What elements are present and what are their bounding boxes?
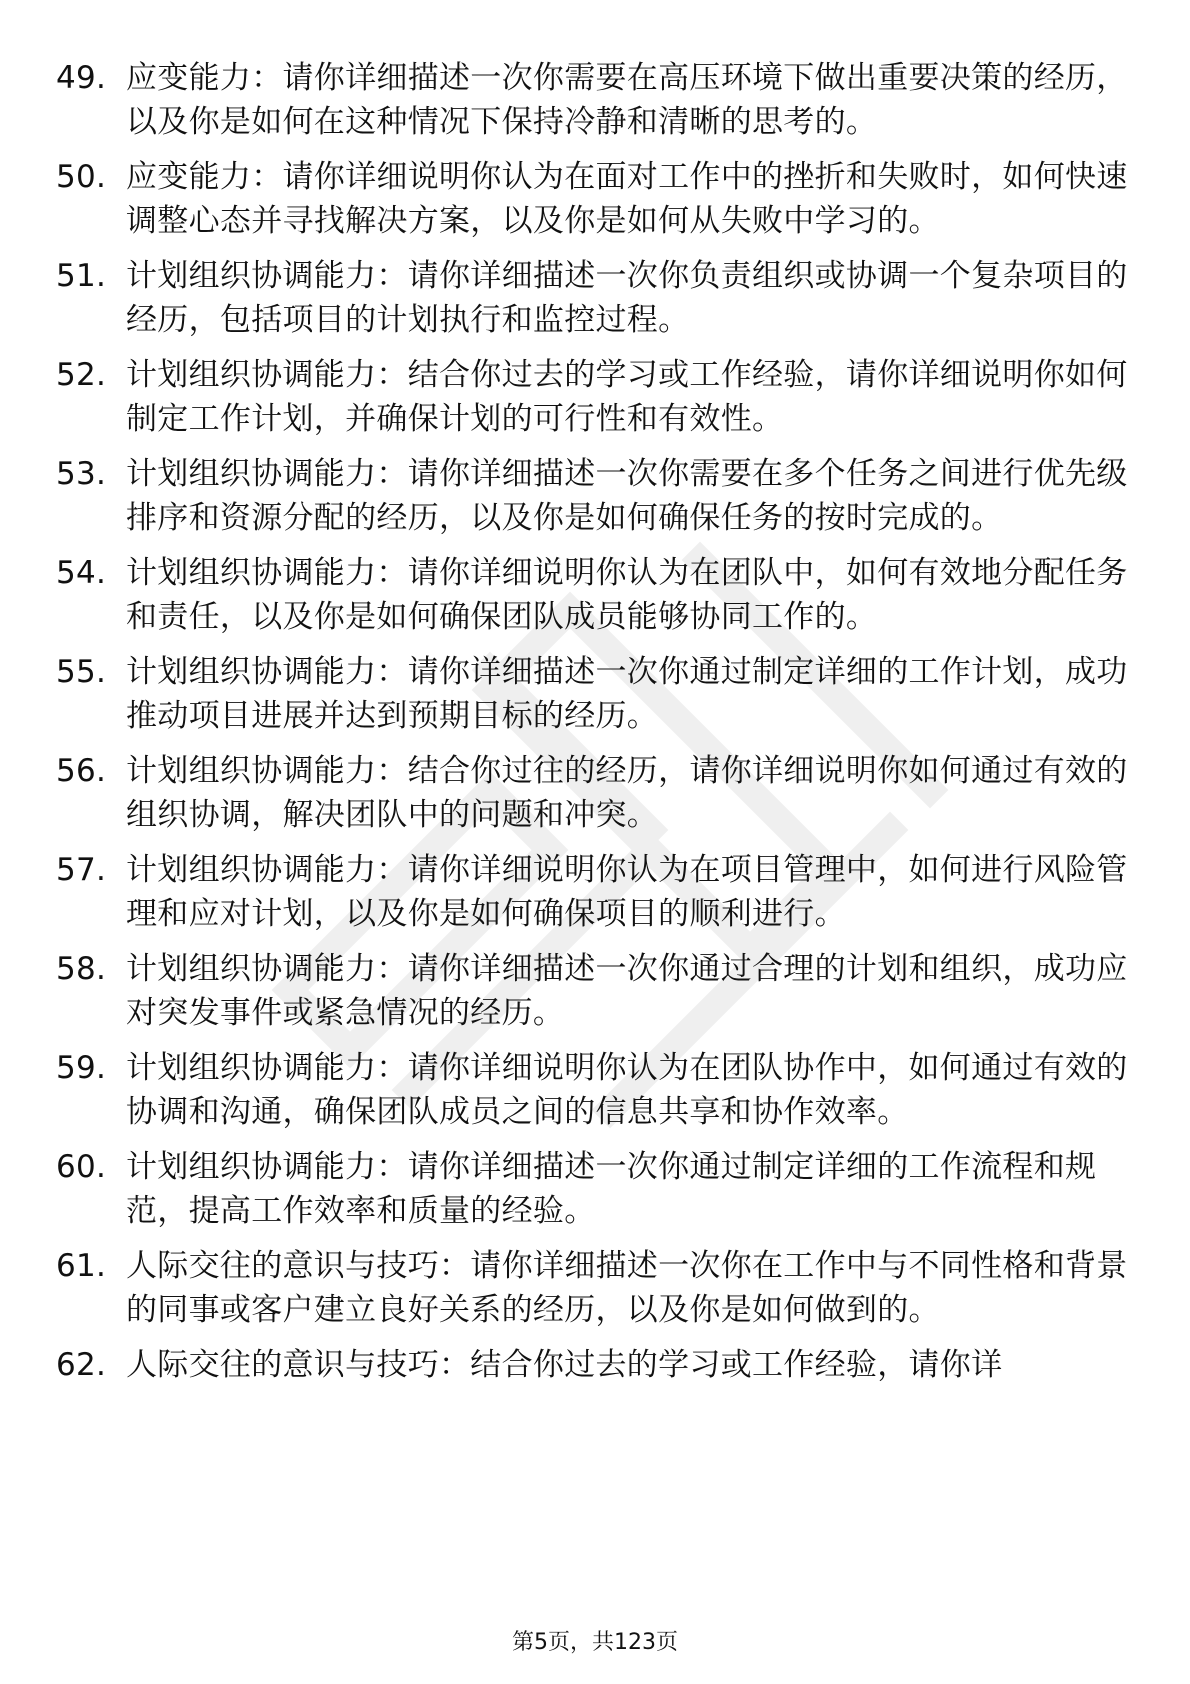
list-item [56, 947, 1136, 1035]
item-number: 58. [56, 951, 107, 987]
item-text: 计划组织协调能力：请你详细说明你认为在项目管理中，如何进行风险管理和应对计划，以及你是如何确保项目的顺利进行。 [126, 852, 1128, 932]
item-number: 60. [56, 1149, 107, 1185]
list-item [56, 749, 1136, 837]
item-text: 计划组织协调能力：请你详细描述一次你负责组织或协调一个复杂项目的经历，包括项目的计划执行和监控过程。 [126, 258, 1128, 338]
list-item [56, 353, 1136, 441]
item-number: 62. [56, 1347, 107, 1383]
list-item [56, 254, 1136, 342]
list-item [56, 1046, 1136, 1134]
item-text: 计划组织协调能力：请你详细描述一次你通过制定详细的工作计划，成功推动项目进展并达到预期目标的经历。 [126, 654, 1128, 734]
item-text: 人际交往的意识与技巧：请你详细描述一次你在工作中与不同性格和背景的同事或客户建立良好关系的经历，以及你是如何做到的。 [126, 1248, 1128, 1328]
list-item [56, 551, 1136, 639]
item-number: 49. [56, 60, 107, 96]
list-item [56, 155, 1136, 243]
item-text: 人际交往的意识与技巧：结合你过去的学习或工作经验，请你详 [126, 1347, 1003, 1383]
item-number: 50. [56, 159, 107, 195]
item-text: 计划组织协调能力：请你详细说明你认为在团队协作中，如何通过有效的协调和沟通，确保团队成员之间的信息共享和协作效率。 [126, 1050, 1128, 1130]
item-number: 59. [56, 1050, 107, 1086]
item-number: 54. [56, 555, 107, 591]
item-text: 计划组织协调能力：请你详细描述一次你通过制定详细的工作流程和规范，提高工作效率和质量的经验。 [126, 1149, 1097, 1229]
item-text: 计划组织协调能力：请你详细描述一次你通过合理的计划和组织，成功应对突发事件或紧急情况的经历。 [126, 951, 1128, 1031]
item-text: 计划组织协调能力：请你详细说明你认为在团队中，如何有效地分配任务和责任，以及你是如何确保团队成员能够协同工作的。 [126, 555, 1128, 635]
list-item [56, 1244, 1136, 1332]
item-text: 应变能力：请你详细描述一次你需要在高压环境下做出重要决策的经历，以及你是如何在这种情况下保持冷静和清晰的思考的。 [126, 60, 1128, 140]
item-number: 57. [56, 852, 107, 888]
question-list [56, 56, 1136, 1398]
item-number: 55. [56, 654, 107, 690]
page-footer: 第5页，共123页 [512, 1630, 678, 1655]
list-item [56, 650, 1136, 738]
item-number: 51. [56, 258, 107, 294]
list-item [56, 1343, 1136, 1387]
item-text: 计划组织协调能力：请你详细描述一次你需要在多个任务之间进行优先级排序和资源分配的经历，以及你是如何确保任务的按时完成的。 [126, 456, 1128, 536]
item-number: 53. [56, 456, 107, 492]
item-text: 计划组织协调能力：结合你过去的学习或工作经验，请你详细说明你如何制定工作计划，并确保计划的可行性和有效性。 [126, 357, 1128, 437]
item-text: 应变能力：请你详细说明你认为在面对工作中的挫折和失败时，如何快速调整心态并寻找解决方案，以及你是如何从失败中学习的。 [126, 159, 1128, 239]
list-item [56, 56, 1136, 144]
list-item [56, 848, 1136, 936]
item-number: 52. [56, 357, 107, 393]
item-text: 计划组织协调能力：结合你过往的经历，请你详细说明你如何通过有效的组织协调，解决团队中的问题和冲突。 [126, 753, 1128, 833]
item-number: 56. [56, 753, 107, 789]
item-number: 61. [56, 1248, 107, 1284]
list-item [56, 1145, 1136, 1233]
list-item [56, 452, 1136, 540]
